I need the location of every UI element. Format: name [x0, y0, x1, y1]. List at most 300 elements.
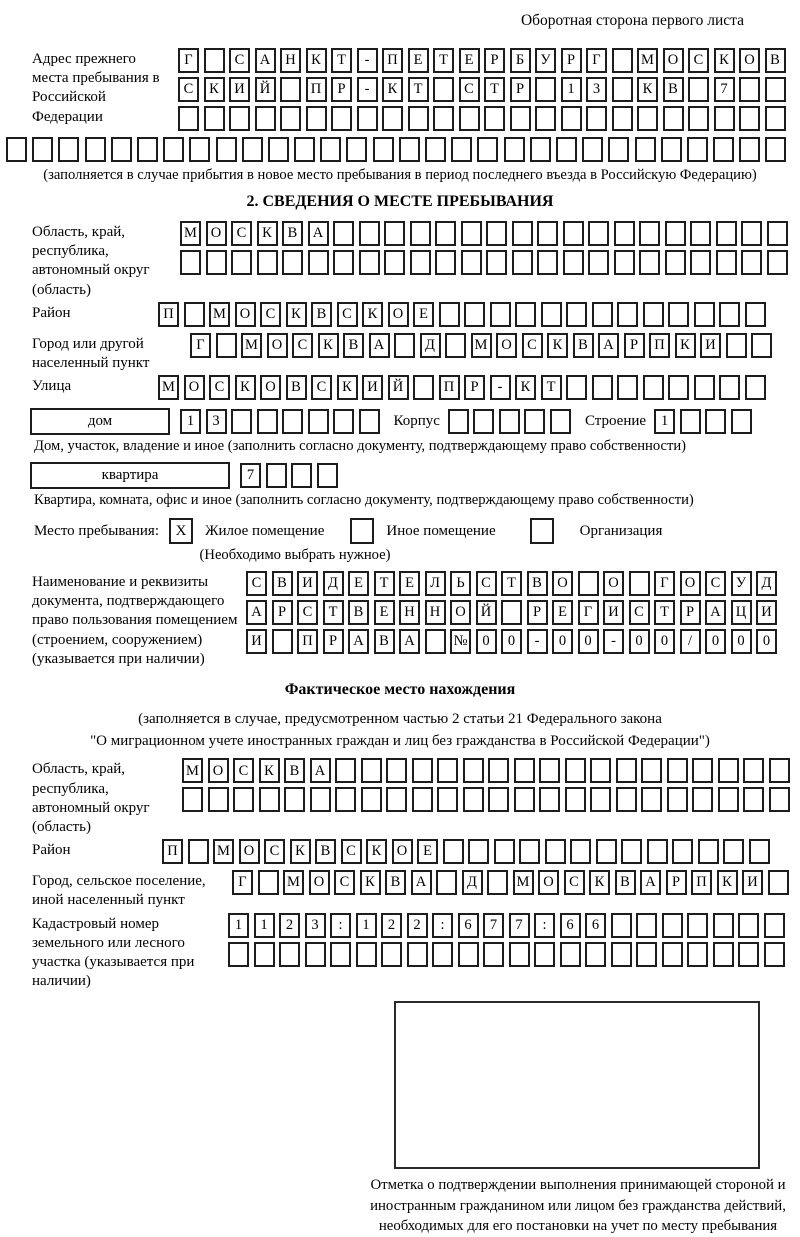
- char-cell[interactable]: 3: [206, 409, 227, 434]
- char-cell[interactable]: 0: [705, 629, 726, 654]
- char-cell[interactable]: [208, 787, 229, 812]
- char-cell[interactable]: [291, 463, 312, 488]
- char-cell[interactable]: [509, 942, 530, 967]
- char-cell[interactable]: [333, 250, 354, 275]
- char-cell[interactable]: А: [246, 600, 267, 625]
- char-cell[interactable]: У: [535, 48, 556, 73]
- char-cell[interactable]: [565, 758, 586, 783]
- char-cell[interactable]: [690, 221, 711, 246]
- char-cell[interactable]: О: [392, 839, 413, 864]
- char-cell[interactable]: 3: [586, 77, 607, 102]
- char-cell[interactable]: [687, 942, 708, 967]
- char-cell[interactable]: Р: [666, 870, 687, 895]
- stamp-box[interactable]: [394, 1001, 760, 1169]
- char-cell[interactable]: [512, 250, 533, 275]
- char-cell[interactable]: [739, 137, 760, 162]
- char-cell[interactable]: [346, 137, 367, 162]
- char-cell[interactable]: П: [306, 77, 327, 102]
- char-cell[interactable]: А: [310, 758, 331, 783]
- char-cell[interactable]: [514, 758, 535, 783]
- char-cell[interactable]: [373, 137, 394, 162]
- char-cell[interactable]: 0: [629, 629, 650, 654]
- char-cell[interactable]: [563, 221, 584, 246]
- char-cell[interactable]: [335, 758, 356, 783]
- char-cell[interactable]: [410, 250, 431, 275]
- char-cell[interactable]: [359, 221, 380, 246]
- char-cell[interactable]: К: [362, 302, 383, 327]
- char-cell[interactable]: [688, 77, 709, 102]
- char-cell[interactable]: [561, 106, 582, 131]
- char-cell[interactable]: [515, 302, 536, 327]
- char-cell[interactable]: И: [603, 600, 624, 625]
- char-cell[interactable]: [719, 302, 740, 327]
- char-cell[interactable]: [705, 409, 726, 434]
- char-cell[interactable]: [436, 870, 457, 895]
- char-cell[interactable]: М: [158, 375, 179, 400]
- char-cell[interactable]: [539, 758, 560, 783]
- char-cell[interactable]: С: [209, 375, 230, 400]
- char-cell[interactable]: Ь: [450, 571, 471, 596]
- char-cell[interactable]: С: [311, 375, 332, 400]
- char-cell[interactable]: 7: [714, 77, 735, 102]
- char-cell[interactable]: П: [297, 629, 318, 654]
- checkbox-inoe[interactable]: [350, 518, 374, 544]
- char-cell[interactable]: [592, 302, 613, 327]
- char-cell[interactable]: /: [680, 629, 701, 654]
- char-cell[interactable]: [435, 221, 456, 246]
- char-cell[interactable]: [596, 839, 617, 864]
- char-cell[interactable]: [714, 106, 735, 131]
- char-cell[interactable]: [425, 629, 446, 654]
- char-cell[interactable]: :: [330, 913, 351, 938]
- char-cell[interactable]: [582, 137, 603, 162]
- char-cell[interactable]: М: [213, 839, 234, 864]
- char-cell[interactable]: [535, 106, 556, 131]
- char-cell[interactable]: А: [255, 48, 276, 73]
- char-cell[interactable]: [228, 942, 249, 967]
- char-cell[interactable]: И: [246, 629, 267, 654]
- char-cell[interactable]: [556, 137, 577, 162]
- char-cell[interactable]: [585, 942, 606, 967]
- char-cell[interactable]: [178, 106, 199, 131]
- char-cell[interactable]: 2: [381, 913, 402, 938]
- char-cell[interactable]: [257, 250, 278, 275]
- char-cell[interactable]: [386, 787, 407, 812]
- char-cell[interactable]: [692, 758, 713, 783]
- char-cell[interactable]: [330, 942, 351, 967]
- char-cell[interactable]: [435, 250, 456, 275]
- char-cell[interactable]: 1: [228, 913, 249, 938]
- char-cell[interactable]: [282, 409, 303, 434]
- char-cell[interactable]: Н: [425, 600, 446, 625]
- char-cell[interactable]: С: [297, 600, 318, 625]
- char-cell[interactable]: [636, 913, 657, 938]
- char-cell[interactable]: 0: [476, 629, 497, 654]
- char-cell[interactable]: [490, 302, 511, 327]
- char-cell[interactable]: [266, 463, 287, 488]
- char-cell[interactable]: [629, 571, 650, 596]
- char-cell[interactable]: [204, 48, 225, 73]
- char-cell[interactable]: К: [382, 77, 403, 102]
- char-cell[interactable]: [647, 839, 668, 864]
- char-cell[interactable]: [616, 758, 637, 783]
- char-cell[interactable]: С: [178, 77, 199, 102]
- char-cell[interactable]: [184, 302, 205, 327]
- char-cell[interactable]: О: [552, 571, 573, 596]
- char-cell[interactable]: С: [476, 571, 497, 596]
- char-cell[interactable]: Р: [323, 629, 344, 654]
- char-cell[interactable]: [639, 221, 660, 246]
- char-cell[interactable]: К: [337, 375, 358, 400]
- char-cell[interactable]: [510, 106, 531, 131]
- char-cell[interactable]: Т: [374, 571, 395, 596]
- char-cell[interactable]: [381, 942, 402, 967]
- char-cell[interactable]: [514, 787, 535, 812]
- char-cell[interactable]: [294, 137, 315, 162]
- char-cell[interactable]: В: [573, 333, 594, 358]
- char-cell[interactable]: [694, 302, 715, 327]
- char-cell[interactable]: [242, 137, 263, 162]
- char-cell[interactable]: К: [360, 870, 381, 895]
- char-cell[interactable]: 0: [501, 629, 522, 654]
- char-cell[interactable]: [216, 333, 237, 358]
- kvartira-box[interactable]: [30, 462, 230, 489]
- char-cell[interactable]: К: [318, 333, 339, 358]
- char-cell[interactable]: 6: [560, 913, 581, 938]
- char-cell[interactable]: [550, 409, 571, 434]
- char-cell[interactable]: [588, 221, 609, 246]
- char-cell[interactable]: [259, 787, 280, 812]
- char-cell[interactable]: Р: [510, 77, 531, 102]
- char-cell[interactable]: Й: [476, 600, 497, 625]
- char-cell[interactable]: [394, 333, 415, 358]
- char-cell[interactable]: С: [522, 333, 543, 358]
- char-cell[interactable]: [483, 942, 504, 967]
- char-cell[interactable]: [254, 942, 275, 967]
- char-cell[interactable]: [206, 250, 227, 275]
- char-cell[interactable]: В: [527, 571, 548, 596]
- char-cell[interactable]: [361, 758, 382, 783]
- char-cell[interactable]: Й: [388, 375, 409, 400]
- char-cell[interactable]: С: [564, 870, 585, 895]
- char-cell[interactable]: В: [615, 870, 636, 895]
- char-cell[interactable]: И: [229, 77, 250, 102]
- char-cell[interactable]: [534, 942, 555, 967]
- char-cell[interactable]: [487, 870, 508, 895]
- char-cell[interactable]: К: [259, 758, 280, 783]
- char-cell[interactable]: [738, 942, 759, 967]
- char-cell[interactable]: [111, 137, 132, 162]
- char-cell[interactable]: [741, 250, 762, 275]
- char-cell[interactable]: С: [459, 77, 480, 102]
- char-cell[interactable]: [764, 942, 785, 967]
- char-cell[interactable]: [437, 758, 458, 783]
- char-cell[interactable]: [308, 250, 329, 275]
- char-cell[interactable]: М: [241, 333, 262, 358]
- char-cell[interactable]: [461, 221, 482, 246]
- char-cell[interactable]: [451, 137, 472, 162]
- char-cell[interactable]: -: [527, 629, 548, 654]
- char-cell[interactable]: [588, 250, 609, 275]
- char-cell[interactable]: [331, 106, 352, 131]
- char-cell[interactable]: К: [286, 302, 307, 327]
- char-cell[interactable]: С: [233, 758, 254, 783]
- char-cell[interactable]: [308, 409, 329, 434]
- char-cell[interactable]: [767, 250, 788, 275]
- char-cell[interactable]: [32, 137, 53, 162]
- char-cell[interactable]: [612, 106, 633, 131]
- char-cell[interactable]: [560, 942, 581, 967]
- char-cell[interactable]: [255, 106, 276, 131]
- char-cell[interactable]: [680, 409, 701, 434]
- char-cell[interactable]: А: [411, 870, 432, 895]
- char-cell[interactable]: [359, 409, 380, 434]
- char-cell[interactable]: М: [513, 870, 534, 895]
- char-cell[interactable]: А: [598, 333, 619, 358]
- char-cell[interactable]: [769, 758, 790, 783]
- char-cell[interactable]: [719, 375, 740, 400]
- char-cell[interactable]: [58, 137, 79, 162]
- char-cell[interactable]: [463, 758, 484, 783]
- char-cell[interactable]: [641, 758, 662, 783]
- char-cell[interactable]: В: [765, 48, 786, 73]
- char-cell[interactable]: -: [357, 77, 378, 102]
- char-cell[interactable]: 0: [756, 629, 777, 654]
- char-cell[interactable]: 0: [552, 629, 573, 654]
- char-cell[interactable]: 0: [578, 629, 599, 654]
- char-cell[interactable]: [85, 137, 106, 162]
- char-cell[interactable]: [361, 787, 382, 812]
- char-cell[interactable]: В: [282, 221, 303, 246]
- char-cell[interactable]: 2: [407, 913, 428, 938]
- char-cell[interactable]: [494, 839, 515, 864]
- char-cell[interactable]: [486, 221, 507, 246]
- char-cell[interactable]: Р: [272, 600, 293, 625]
- char-cell[interactable]: [751, 333, 772, 358]
- char-cell[interactable]: Л: [425, 571, 446, 596]
- char-cell[interactable]: [687, 913, 708, 938]
- char-cell[interactable]: Е: [348, 571, 369, 596]
- char-cell[interactable]: [333, 409, 354, 434]
- char-cell[interactable]: В: [284, 758, 305, 783]
- char-cell[interactable]: О: [388, 302, 409, 327]
- char-cell[interactable]: [537, 250, 558, 275]
- char-cell[interactable]: [716, 250, 737, 275]
- char-cell[interactable]: И: [756, 600, 777, 625]
- char-cell[interactable]: [233, 787, 254, 812]
- char-cell[interactable]: [590, 787, 611, 812]
- char-cell[interactable]: [305, 942, 326, 967]
- char-cell[interactable]: [499, 409, 520, 434]
- char-cell[interactable]: [163, 137, 184, 162]
- char-cell[interactable]: Б: [510, 48, 531, 73]
- char-cell[interactable]: П: [691, 870, 712, 895]
- char-cell[interactable]: [692, 787, 713, 812]
- char-cell[interactable]: В: [343, 333, 364, 358]
- char-cell[interactable]: Г: [654, 571, 675, 596]
- char-cell[interactable]: В: [663, 77, 684, 102]
- char-cell[interactable]: Т: [541, 375, 562, 400]
- char-cell[interactable]: Г: [232, 870, 253, 895]
- char-cell[interactable]: К: [290, 839, 311, 864]
- char-cell[interactable]: Г: [190, 333, 211, 358]
- char-cell[interactable]: [504, 137, 525, 162]
- char-cell[interactable]: [443, 839, 464, 864]
- char-cell[interactable]: [433, 106, 454, 131]
- char-cell[interactable]: Р: [680, 600, 701, 625]
- char-cell[interactable]: [641, 787, 662, 812]
- char-cell[interactable]: [333, 221, 354, 246]
- char-cell[interactable]: О: [663, 48, 684, 73]
- char-cell[interactable]: А: [705, 600, 726, 625]
- char-cell[interactable]: И: [700, 333, 721, 358]
- char-cell[interactable]: [464, 302, 485, 327]
- char-cell[interactable]: [749, 839, 770, 864]
- char-cell[interactable]: М: [180, 221, 201, 246]
- char-cell[interactable]: О: [739, 48, 760, 73]
- char-cell[interactable]: -: [490, 375, 511, 400]
- char-cell[interactable]: :: [534, 913, 555, 938]
- char-cell[interactable]: О: [496, 333, 517, 358]
- char-cell[interactable]: [608, 137, 629, 162]
- char-cell[interactable]: В: [315, 839, 336, 864]
- char-cell[interactable]: [413, 375, 434, 400]
- char-cell[interactable]: [356, 942, 377, 967]
- char-cell[interactable]: [566, 302, 587, 327]
- char-cell[interactable]: -: [603, 629, 624, 654]
- char-cell[interactable]: [765, 137, 786, 162]
- char-cell[interactable]: [425, 137, 446, 162]
- char-cell[interactable]: [384, 221, 405, 246]
- char-cell[interactable]: 6: [458, 913, 479, 938]
- char-cell[interactable]: [535, 77, 556, 102]
- char-cell[interactable]: [399, 137, 420, 162]
- char-cell[interactable]: [477, 137, 498, 162]
- char-cell[interactable]: [229, 106, 250, 131]
- char-cell[interactable]: О: [260, 375, 281, 400]
- char-cell[interactable]: [713, 942, 734, 967]
- char-cell[interactable]: [473, 409, 494, 434]
- char-cell[interactable]: [662, 942, 683, 967]
- char-cell[interactable]: [723, 839, 744, 864]
- char-cell[interactable]: [439, 302, 460, 327]
- char-cell[interactable]: [412, 758, 433, 783]
- char-cell[interactable]: [616, 787, 637, 812]
- char-cell[interactable]: 6: [585, 913, 606, 938]
- char-cell[interactable]: [445, 333, 466, 358]
- char-cell[interactable]: 7: [240, 463, 261, 488]
- char-cell[interactable]: В: [385, 870, 406, 895]
- char-cell[interactable]: [662, 913, 683, 938]
- char-cell[interactable]: [545, 839, 566, 864]
- char-cell[interactable]: Р: [464, 375, 485, 400]
- char-cell[interactable]: [257, 409, 278, 434]
- char-cell[interactable]: [317, 463, 338, 488]
- char-cell[interactable]: К: [366, 839, 387, 864]
- char-cell[interactable]: Д: [323, 571, 344, 596]
- char-cell[interactable]: [612, 48, 633, 73]
- char-cell[interactable]: Т: [501, 571, 522, 596]
- char-cell[interactable]: [745, 375, 766, 400]
- char-cell[interactable]: [382, 106, 403, 131]
- char-cell[interactable]: [643, 302, 664, 327]
- char-cell[interactable]: Т: [408, 77, 429, 102]
- char-cell[interactable]: [716, 221, 737, 246]
- char-cell[interactable]: [764, 913, 785, 938]
- char-cell[interactable]: [180, 250, 201, 275]
- char-cell[interactable]: [359, 250, 380, 275]
- char-cell[interactable]: Е: [399, 571, 420, 596]
- char-cell[interactable]: А: [399, 629, 420, 654]
- char-cell[interactable]: М: [182, 758, 203, 783]
- char-cell[interactable]: К: [515, 375, 536, 400]
- char-cell[interactable]: [586, 106, 607, 131]
- char-cell[interactable]: [621, 839, 642, 864]
- char-cell[interactable]: О: [184, 375, 205, 400]
- char-cell[interactable]: Р: [561, 48, 582, 73]
- char-cell[interactable]: [458, 942, 479, 967]
- char-cell[interactable]: О: [206, 221, 227, 246]
- char-cell[interactable]: 1: [180, 409, 201, 434]
- char-cell[interactable]: Т: [331, 48, 352, 73]
- char-cell[interactable]: :: [432, 913, 453, 938]
- char-cell[interactable]: [765, 106, 786, 131]
- char-cell[interactable]: К: [235, 375, 256, 400]
- char-cell[interactable]: -: [357, 48, 378, 73]
- char-cell[interactable]: О: [603, 571, 624, 596]
- char-cell[interactable]: [433, 77, 454, 102]
- char-cell[interactable]: Е: [459, 48, 480, 73]
- char-cell[interactable]: [357, 106, 378, 131]
- char-cell[interactable]: [592, 375, 613, 400]
- char-cell[interactable]: [611, 942, 632, 967]
- char-cell[interactable]: С: [260, 302, 281, 327]
- char-cell[interactable]: [767, 221, 788, 246]
- char-cell[interactable]: [280, 106, 301, 131]
- char-cell[interactable]: [282, 250, 303, 275]
- char-cell[interactable]: 1: [254, 913, 275, 938]
- char-cell[interactable]: К: [306, 48, 327, 73]
- char-cell[interactable]: [137, 137, 158, 162]
- char-cell[interactable]: А: [369, 333, 390, 358]
- char-cell[interactable]: К: [547, 333, 568, 358]
- dom-box[interactable]: [30, 408, 170, 435]
- char-cell[interactable]: [565, 787, 586, 812]
- char-cell[interactable]: С: [341, 839, 362, 864]
- char-cell[interactable]: О: [267, 333, 288, 358]
- char-cell[interactable]: [745, 302, 766, 327]
- checkbox-zhiloe[interactable]: X: [169, 518, 193, 544]
- char-cell[interactable]: [614, 221, 635, 246]
- char-cell[interactable]: Е: [552, 600, 573, 625]
- char-cell[interactable]: [731, 409, 752, 434]
- char-cell[interactable]: С: [229, 48, 250, 73]
- char-cell[interactable]: Н: [280, 48, 301, 73]
- char-cell[interactable]: М: [471, 333, 492, 358]
- char-cell[interactable]: [570, 839, 591, 864]
- char-cell[interactable]: [384, 250, 405, 275]
- char-cell[interactable]: В: [286, 375, 307, 400]
- char-cell[interactable]: М: [637, 48, 658, 73]
- char-cell[interactable]: [694, 375, 715, 400]
- char-cell[interactable]: [486, 250, 507, 275]
- char-cell[interactable]: [484, 106, 505, 131]
- char-cell[interactable]: А: [308, 221, 329, 246]
- char-cell[interactable]: Д: [462, 870, 483, 895]
- char-cell[interactable]: [612, 77, 633, 102]
- char-cell[interactable]: [412, 787, 433, 812]
- char-cell[interactable]: Ц: [731, 600, 752, 625]
